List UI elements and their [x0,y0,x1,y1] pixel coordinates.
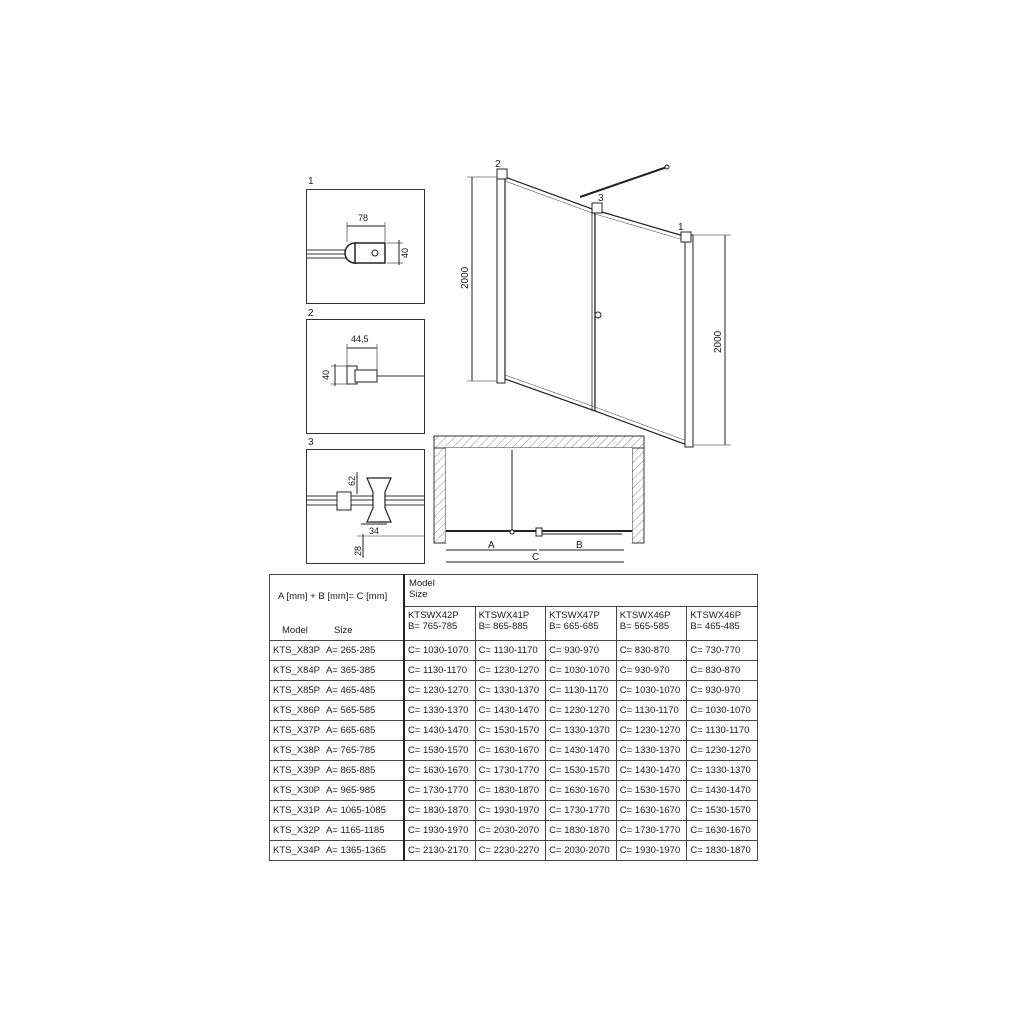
cell-c-value: C= 1330-1370 [616,741,687,761]
cell-c-value: C= 1230-1270 [404,681,475,701]
row-model-size [270,741,404,761]
cell-c-value: C= 1830-1870 [546,821,617,841]
detail-3-box [306,449,425,564]
table-header-row [270,575,758,607]
size-table [269,574,758,861]
detail-2-dim-44-5: 44,5 [351,334,369,344]
cell-c-value: C= 1630-1670 [546,781,617,801]
row-model-size [270,761,404,781]
cell-c-value: C= 1430-1470 [616,761,687,781]
cell-c-value: C= 1030-1070 [687,701,758,721]
column-size: B= 665-685 [549,621,599,632]
size-label: Size [334,625,353,636]
row-size: A= 365-385 [325,665,376,676]
detail-3-dim-28: 28 [353,545,363,556]
cell-c-value: C= 1530-1570 [687,801,758,821]
detail-1-box [306,189,425,304]
row-model: KTS_X32P [273,825,320,836]
cell-c-value: C= 1230-1270 [546,701,617,721]
row-model: KTS_X39P [273,765,320,776]
detail-3-dim-34: 34 [369,526,380,536]
row-size: A= 1065-1085 [325,805,386,816]
cell-c-value: C= 1730-1770 [475,761,546,781]
cell-c-value: C= 1030-1070 [616,681,687,701]
column-header [546,607,617,641]
row-model: KTS_X86P [273,705,320,716]
row-model-size [270,661,404,681]
row-model-size [270,801,404,821]
front-callout-3: 3 [598,193,604,204]
row-size: A= 265-285 [325,645,376,656]
front-height-right: 2000 [713,330,724,353]
front-view-drawing [455,155,745,455]
detail-2-dim-40: 40 [321,369,331,380]
cell-c-value: C= 1430-1470 [404,721,475,741]
cell-c-value: C= 1630-1670 [404,761,475,781]
row-model: KTS_X85P [273,685,320,696]
cell-c-value: C= 1330-1370 [687,761,758,781]
cell-c-value: C= 1230-1270 [687,741,758,761]
cell-c-value: C= 1730-1770 [546,801,617,821]
table-row [270,681,758,701]
table-body [270,641,758,861]
table-row [270,821,758,841]
cell-c-value: C= 1430-1470 [475,701,546,721]
cell-c-value: C= 1630-1670 [616,801,687,821]
plan-label-c: C [532,552,540,563]
column-size: B= 565-585 [619,621,670,632]
row-model: KTS_X31P [273,805,320,816]
row-model: KTS_X84P [273,665,320,676]
cell-c-value: C= 830-870 [616,641,687,661]
cell-c-value: C= 830-870 [687,661,758,681]
row-size: A= 965-985 [325,785,376,796]
table-header-left [270,575,404,641]
cell-c-value: C= 1530-1570 [475,721,546,741]
row-model-size [270,781,404,801]
model-label: Model [282,625,308,636]
detail-2-box [306,319,425,434]
cell-c-value: C= 930-970 [616,661,687,681]
detail-2-number: 2 [308,308,314,319]
column-header [616,607,687,641]
cell-c-value: C= 1030-1070 [404,641,475,661]
cell-c-value: C= 730-770 [687,641,758,661]
cell-c-value: C= 1230-1270 [616,721,687,741]
cell-c-value: C= 1230-1270 [475,661,546,681]
column-model: KTSWX46P [619,610,671,621]
row-size: A= 765-785 [325,745,376,756]
cell-c-value: C= 1130-1170 [546,681,617,701]
row-model-size [270,721,404,741]
cell-c-value: C= 1430-1470 [687,781,758,801]
detail-3-drawing [307,450,424,563]
table-row [270,761,758,781]
formula-label: A [mm] + B [mm]= C [mm] [278,591,388,602]
header-size-text: Size [408,589,428,600]
row-size: A= 565-585 [325,705,376,716]
cell-c-value: C= 1830-1870 [687,841,758,861]
cell-c-value: C= 1130-1170 [687,721,758,741]
cell-c-value: C= 1330-1370 [546,721,617,741]
cell-c-value: C= 1530-1570 [546,761,617,781]
table-row [270,661,758,681]
front-height-left: 2000 [460,266,471,289]
row-model: KTS_X34P [273,845,320,856]
cell-c-value: C= 1330-1370 [404,701,475,721]
row-size: A= 665-685 [325,725,376,736]
cell-c-value: C= 2230-2270 [475,841,546,861]
column-header [475,607,546,641]
front-callout-2: 2 [495,159,501,170]
column-header [404,607,475,641]
cell-c-value: C= 1630-1670 [687,821,758,841]
cell-c-value: C= 930-970 [546,641,617,661]
plan-view-drawing [432,434,648,568]
plan-label-a: A [488,540,495,551]
row-model-size [270,841,404,861]
table-row [270,801,758,821]
table-row [270,721,758,741]
detail-2-drawing [307,320,424,433]
column-model: KTSWX42P [407,610,459,621]
cell-c-value: C= 2130-2170 [404,841,475,861]
cell-c-value: C= 1630-1670 [475,741,546,761]
row-model-size [270,701,404,721]
cell-c-value: C= 2030-2070 [546,841,617,861]
cell-c-value: C= 1830-1870 [475,781,546,801]
cell-c-value: C= 1530-1570 [404,741,475,761]
table-row [270,741,758,761]
cell-c-value: C= 1930-1970 [404,821,475,841]
column-size: B= 765-785 [407,621,458,632]
row-size: A= 1365-1365 [325,845,386,856]
column-size: B= 865-885 [478,621,528,632]
cell-c-value: C= 1030-1070 [546,661,617,681]
column-model: KTSWX46P [690,610,742,621]
column-model: KTSWX41P [478,610,530,621]
row-model-size [270,681,404,701]
detail-1-drawing [307,190,424,303]
row-size: A= 865-885 [325,765,376,776]
row-model: KTS_X83P [273,645,320,656]
cell-c-value: C= 2030-2070 [475,821,546,841]
detail-1-number: 1 [308,176,314,187]
cell-c-value: C= 1130-1170 [404,661,475,681]
row-model: KTS_X38P [273,745,320,756]
cell-c-value: C= 1330-1370 [475,681,546,701]
detail-1-dim-78: 78 [358,213,369,223]
cell-c-value: C= 1930-1970 [616,841,687,861]
table-header-model-size [404,575,758,607]
row-size: A= 465-485 [325,685,376,696]
detail-3-number: 3 [308,437,314,448]
cell-c-value: C= 1930-1970 [475,801,546,821]
cell-c-value: C= 1430-1470 [546,741,617,761]
column-size: B= 465-485 [690,621,740,632]
table-row [270,701,758,721]
front-callout-1: 1 [678,222,684,233]
cell-c-value: C= 1130-1170 [475,641,546,661]
cell-c-value: C= 1730-1770 [616,821,687,841]
header-model-text: Model [408,578,435,589]
cell-c-value: C= 1130-1170 [616,701,687,721]
row-model: KTS_X37P [273,725,320,736]
row-model-size [270,821,404,841]
row-model: KTS_X30P [273,785,320,796]
cell-c-value: C= 1530-1570 [616,781,687,801]
cell-c-value: C= 1730-1770 [404,781,475,801]
detail-1-dim-40: 40 [400,247,410,258]
row-size: A= 1165-1185 [325,825,385,836]
column-model: KTSWX47P [549,610,600,621]
row-model-size [270,641,404,661]
plan-label-b: B [576,540,583,551]
table-row [270,641,758,661]
table-row [270,841,758,861]
cell-c-value: C= 930-970 [687,681,758,701]
cell-c-value: C= 1830-1870 [404,801,475,821]
table-row [270,781,758,801]
detail-3-dim-62: 62 [347,475,357,486]
column-header [687,607,758,641]
